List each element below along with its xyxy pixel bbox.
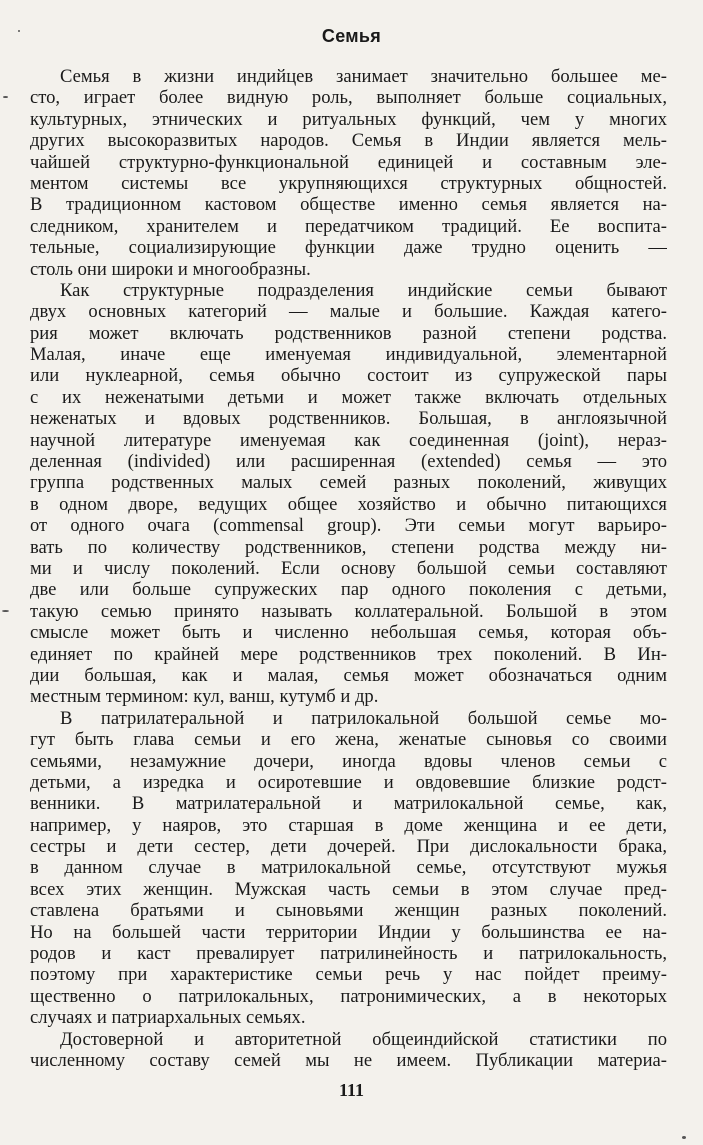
text-line: Достоверной и авторитетной общеиндийской статистики по xyxy=(60,1028,667,1050)
text-line: две или больше супружеских пар одного поколения с детьми, xyxy=(30,579,667,601)
text-line: такую семью принято называть коллатеральной. Большой в этом xyxy=(30,600,667,622)
text-line: местным термином: кул, ванш, кутумб и др. xyxy=(30,686,379,708)
text-line: например, у наяров, это старшая в доме женщина и ее дети, xyxy=(30,814,667,836)
text-line: научной литературе именуемая как соединенная (joint), нераз- xyxy=(30,429,667,451)
text-line: щественно о патрилокальных, патронимических, а в некоторых xyxy=(30,985,667,1007)
page-title: Семья xyxy=(321,26,382,46)
text-line: ментом системы все укрупняющихся структурных общностей. xyxy=(30,172,667,194)
text-line: дии большая, как и малая, семья может обозначаться одним xyxy=(30,664,667,686)
text-line: сестры и дети сестер, дети дочерей. При дислокальности брака, xyxy=(30,836,667,858)
text-line: Но на большей части территории Индии у большинства ее на- xyxy=(30,921,667,943)
text-line: венники. В матрилатеральной и матрилокальной семье, как, xyxy=(30,793,667,815)
text-line: семьями, незамужние дочери, иногда вдовы членов семьи с xyxy=(30,750,667,772)
text-line: деленная (individed) или расширенная (extended) семья — это xyxy=(30,451,667,473)
text-line: от одного очага (commensal group). Эти семьи могут варьиро- xyxy=(30,515,667,537)
text-line: смысле может быть и численно небольшая семья, которая объ- xyxy=(30,622,667,644)
text-line: Малая, иначе еще именуемая индивидуальной, элементарной xyxy=(30,344,667,366)
text-line: чайшей структурно-функциональной единицей и составным эле- xyxy=(30,151,667,173)
text-line: случаях и патриархальных семьях. xyxy=(30,1007,306,1029)
text-line: рия может включать родственников разной степени родства. xyxy=(30,322,667,344)
text-line: других высокоразвитых народов. Семья в Индии является мель- xyxy=(30,130,667,152)
text-line: следником, хранителем и передатчиком традиций. Ее воспита- xyxy=(30,215,667,237)
text-line: ми и числу поколений. Если основу большой семьи составляют xyxy=(30,557,667,579)
body-text xyxy=(30,66,667,1071)
text-line: родов и каст превалирует патрилинейность и патрилокальность, xyxy=(30,943,667,965)
text-line: Семья в жизни индийцев занимает значительно большее ме- xyxy=(60,66,667,87)
scan-speck xyxy=(3,96,8,98)
text-line: или нуклеарной, семья обычно состоит из супружеской пары xyxy=(30,365,667,387)
text-line: детьми, а изредка и осиротевшие и овдовевшие близкие родст- xyxy=(30,771,667,793)
text-line: в одном дворе, ведущих общее хозяйство и обычно питающихся xyxy=(30,493,667,515)
text-line: всех этих женщин. Мужская часть семьи в этом случае пред- xyxy=(30,878,667,900)
text-line: с их неженатыми детьми и может также включать отдельных xyxy=(30,386,667,408)
text-line: В патрилатеральной и патрилокальной большой семье мо- xyxy=(60,707,667,729)
text-line: вать по количеству родственников, степени родства между ни- xyxy=(30,536,667,558)
text-line: двух основных категорий — малые и большие. Каждая катего- xyxy=(30,301,667,323)
scan-speck xyxy=(682,1136,686,1139)
text-line: численному составу семей мы не имеем. Публикации материа- xyxy=(30,1049,667,1071)
text-line: В традиционном кастовом обществе именно семья является на- xyxy=(30,194,667,216)
text-line: ставлена братьями и сыновьями женщин разных поколений. xyxy=(30,900,667,922)
text-line: гут быть глава семьи и его жена, женатые сыновья со своими xyxy=(30,729,667,751)
text-line: неженатых и вдовых родственников. Большая, в англоязычной xyxy=(30,408,667,430)
text-line: Как структурные подразделения индийские семьи бывают xyxy=(60,279,667,301)
text-line: тельные, социализирующие функции даже трудно оценить — xyxy=(30,237,667,259)
page-number: 111 xyxy=(338,1080,364,1100)
text-line: единяет по крайней мере родственников трех поколений. В Ин- xyxy=(30,643,667,665)
text-line: группа родственных малых семей разных поколений, живущих xyxy=(30,472,667,494)
text-line: культурных, этнических и ритуальных функций, чем у многих xyxy=(30,108,667,130)
text-line: столь они широки и многообразны. xyxy=(30,258,311,280)
scan-speck xyxy=(18,30,20,32)
text-line: поэтому при характеристике семьи речь у нас пойдет преиму- xyxy=(30,964,667,986)
text-line: сто, играет более видную роль, выполняет больше социальных, xyxy=(30,87,667,109)
scan-speck xyxy=(2,610,9,612)
text-line: в данном случае в матрилокальной семье, отсутствуют мужья xyxy=(30,857,667,879)
